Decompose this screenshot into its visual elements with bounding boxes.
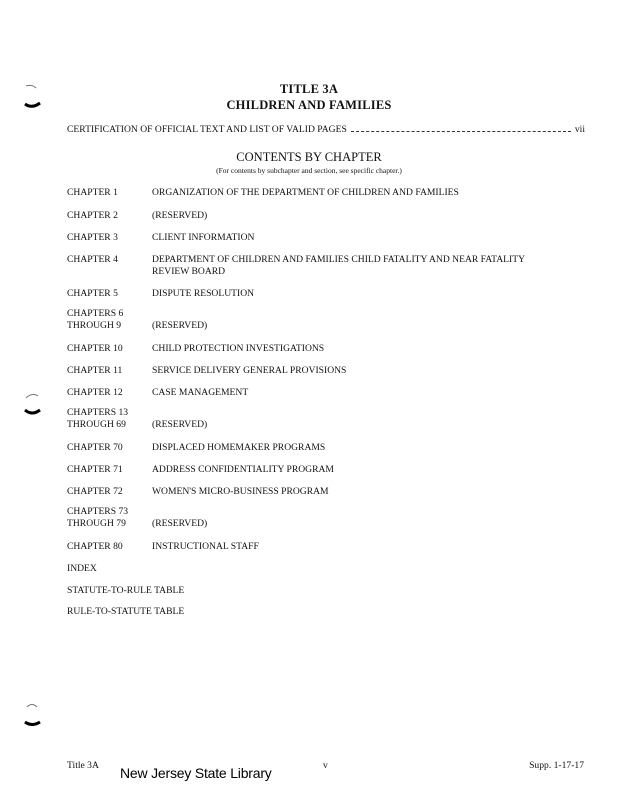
toc-desc: ORGANIZATION OF THE DEPARTMENT OF CHILDREN AND FAMILIES: [152, 187, 459, 198]
footer-title: Title 3A: [67, 760, 99, 771]
document-subtitle: CHILDREN AND FAMILIES: [226, 98, 392, 112]
certification-text: CERTIFICATION OF OFFICIAL TEXT AND LIST OF VALID PAGES: [67, 124, 347, 135]
toc-label: CHAPTER 10: [67, 343, 123, 354]
supplement-date: Supp. 1-17-17: [529, 760, 584, 771]
library-stamp: New Jersey State Library: [120, 765, 272, 781]
toc-desc: DISPLACED HOMEMAKER PROGRAMS: [152, 442, 326, 453]
toc-label: CHAPTERS 13 THROUGH 69: [67, 407, 129, 430]
toc-label: CHAPTER 71: [67, 464, 123, 475]
toc-label: CHAPTER 5: [67, 288, 118, 299]
toc-desc: (RESERVED): [152, 210, 208, 221]
certification-page: vii: [574, 124, 585, 135]
toc-desc: WOMEN'S MICRO-BUSINESS PROGRAM: [152, 486, 329, 497]
toc-desc: DEPARTMENT OF CHILDREN AND FAMILIES CHILD FATALITY AND NEAR FATALITY REVIEW BOARD: [152, 254, 525, 277]
toc-label: CHAPTER 72: [67, 486, 123, 497]
toc-desc: CLIENT INFORMATION: [152, 232, 255, 243]
toc-label: RULE-TO-STATUTE TABLE: [67, 606, 185, 617]
toc-label: CHAPTER 12: [67, 387, 123, 398]
document-title: TITLE 3A: [279, 82, 339, 96]
toc-label: STATUTE-TO-RULE TABLE: [67, 585, 185, 596]
toc-label: CHAPTER 4: [67, 254, 118, 265]
toc-label: CHAPTER 3: [67, 232, 118, 243]
toc-label: CHAPTER 70: [67, 442, 123, 453]
leader-dots: [351, 124, 571, 132]
toc-label: CHAPTER 11: [67, 365, 123, 376]
toc-desc: CASE MANAGEMENT: [152, 387, 249, 398]
toc-desc: INSTRUCTIONAL STAFF: [152, 541, 259, 552]
contents-note: (For contents by subchapter and section, see specific chapter.): [216, 166, 402, 175]
toc-desc: CHILD PROTECTION INVESTIGATIONS: [152, 343, 325, 354]
toc-label: CHAPTER 1: [67, 187, 118, 198]
toc-desc: DISPUTE RESOLUTION: [152, 288, 255, 299]
toc-desc: ADDRESS CONFIDENTIALITY PROGRAM: [152, 464, 334, 475]
toc-label: CHAPTER 80: [67, 541, 123, 552]
contents-heading: CONTENTS BY CHAPTER: [236, 150, 382, 164]
toc-label: CHAPTERS 6 THROUGH 9: [67, 308, 124, 331]
toc-desc: (RESERVED): [152, 320, 208, 331]
toc-desc: (RESERVED): [152, 518, 208, 529]
toc-desc: (RESERVED): [152, 419, 208, 430]
toc-label: CHAPTERS 73 THROUGH 79: [67, 506, 129, 529]
punch-hole-mark: [22, 392, 42, 418]
toc-label: INDEX: [67, 563, 97, 574]
punch-hole-mark: [22, 702, 42, 728]
page-number: v: [323, 760, 328, 771]
toc-label: CHAPTER 2: [67, 210, 118, 221]
toc-desc: SERVICE DELIVERY GENERAL PROVISIONS: [152, 365, 347, 376]
certification-entry: [67, 124, 585, 135]
